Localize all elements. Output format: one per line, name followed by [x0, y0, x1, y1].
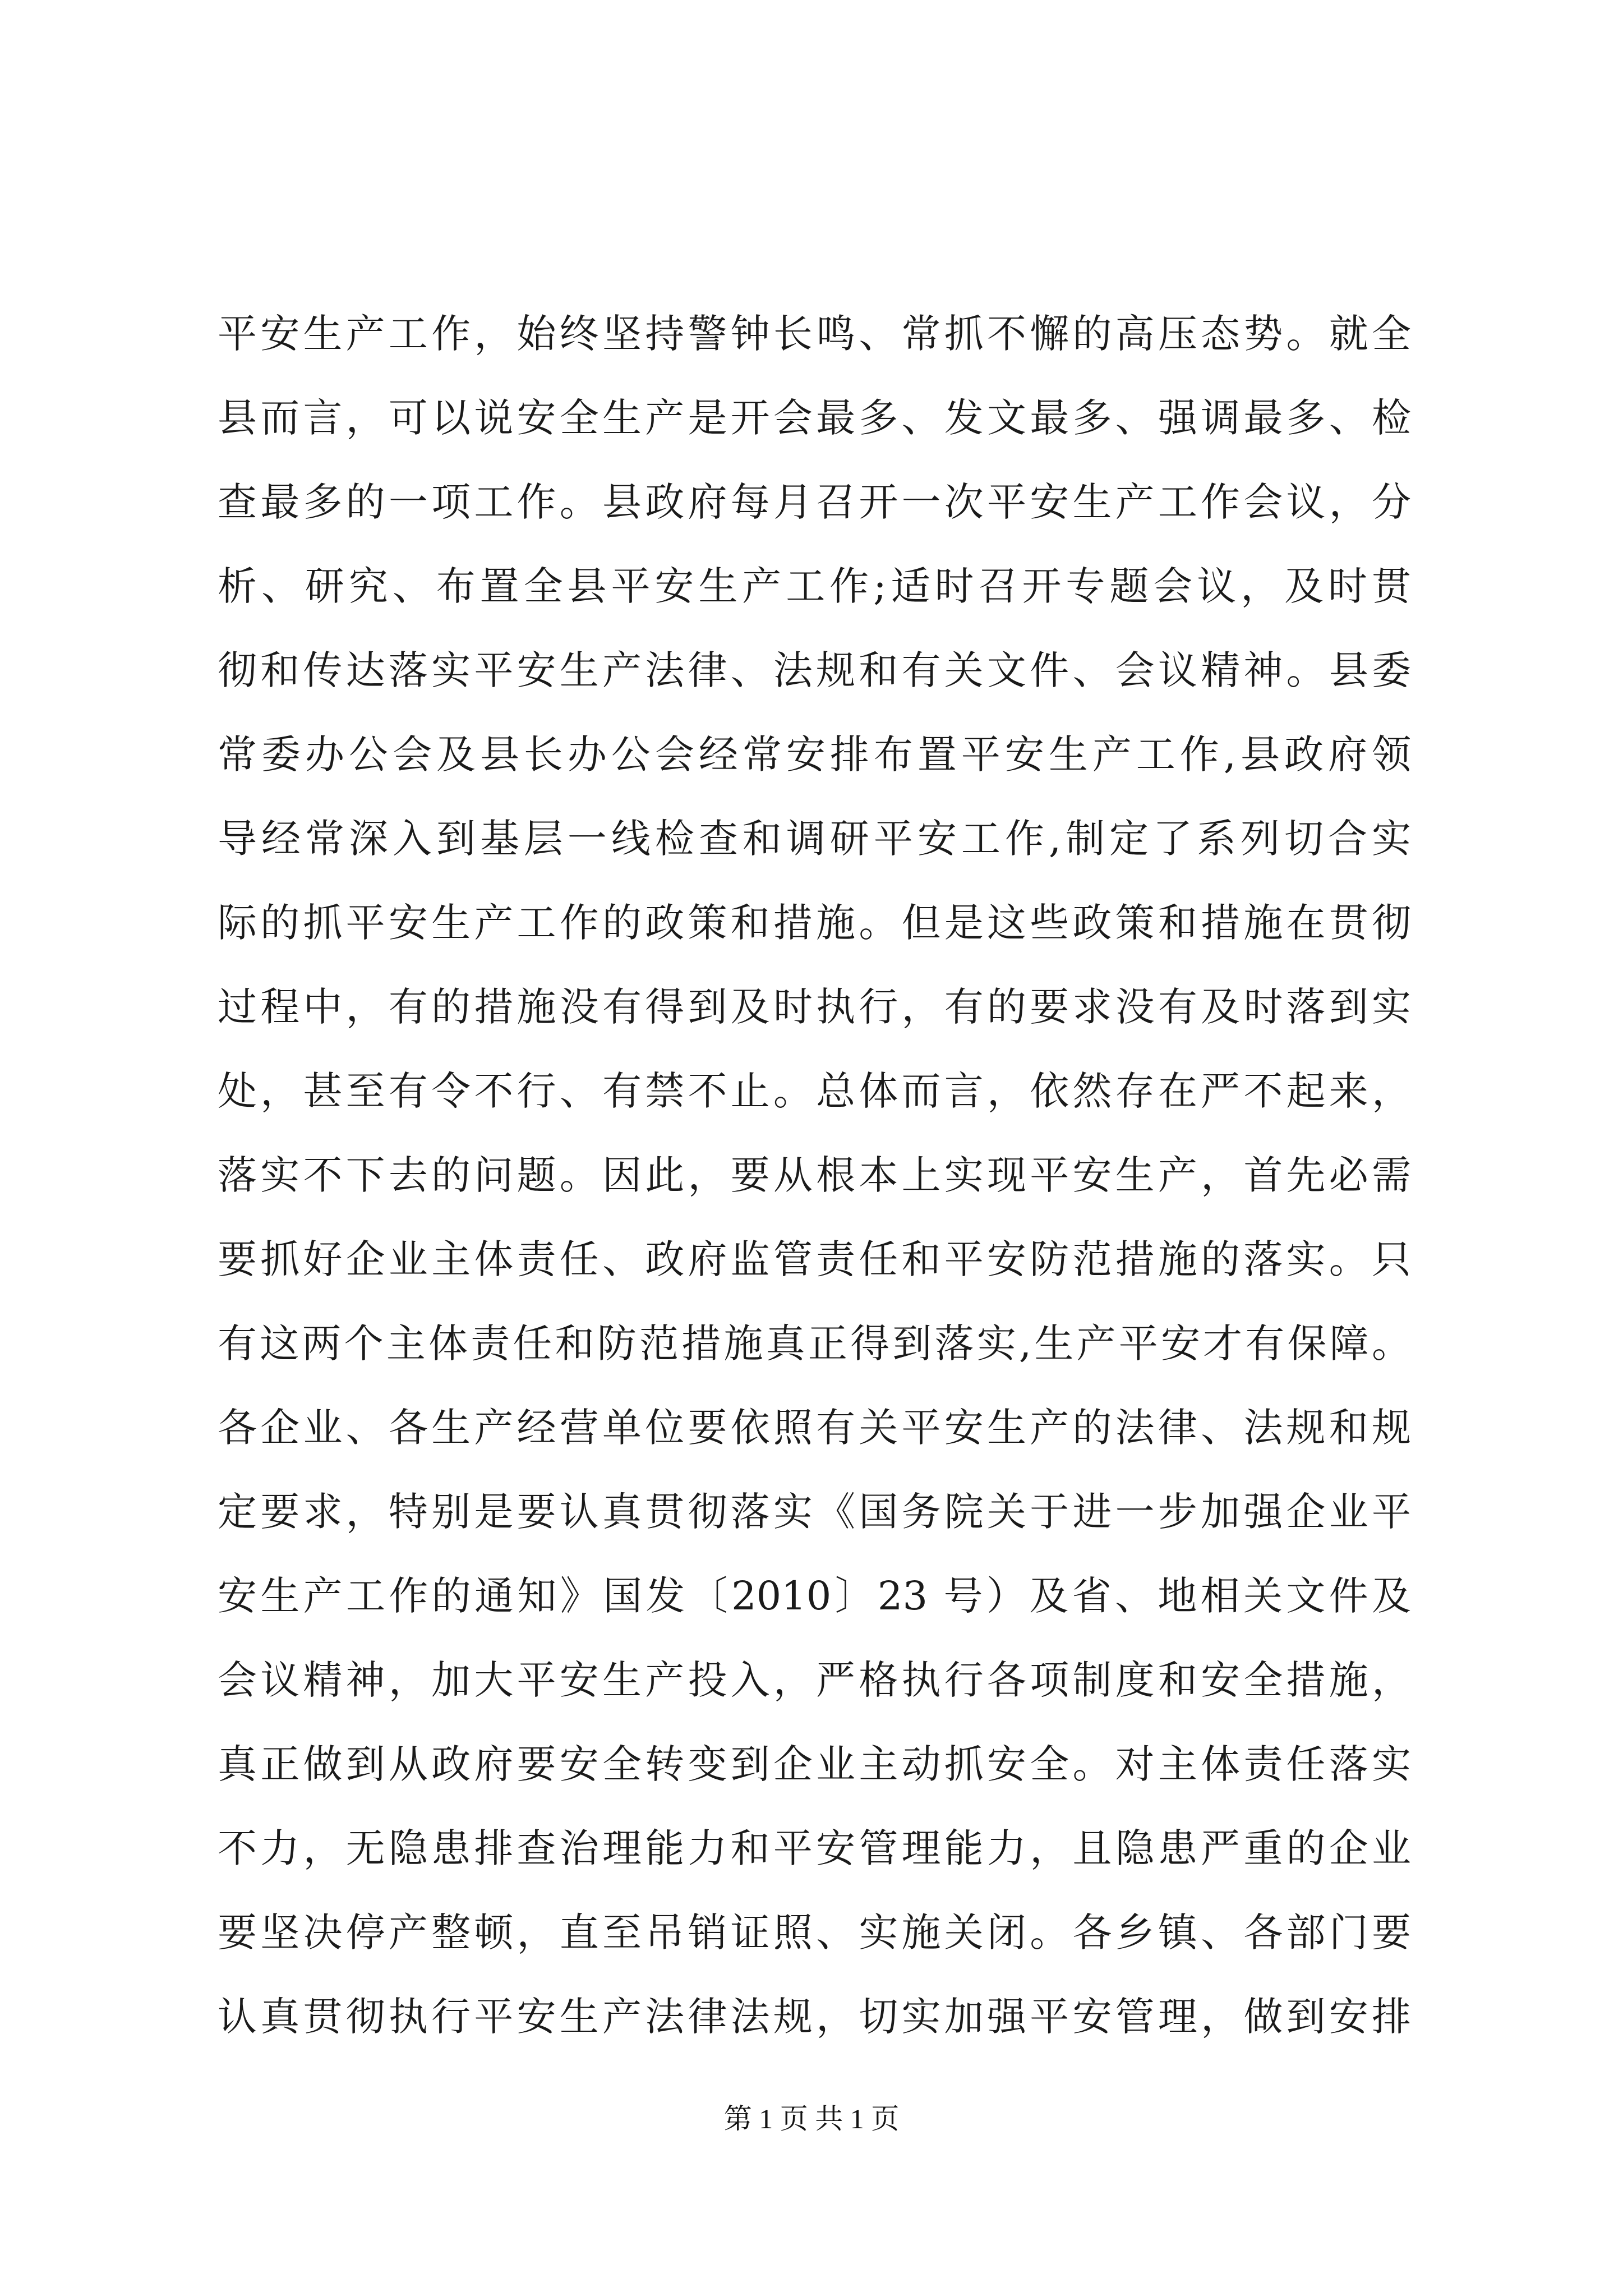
text-line: 常委办公会及县长办公会经常安排布置平安生产工作,县政府领	[218, 731, 1411, 777]
text-line: 际的抓平安生产工作的政策和措施。但是这些政策和措施在贯彻	[218, 900, 1411, 946]
text-line: 平安生产工作，始终坚持警钟长鸣、常抓不懈的高压态势。就全	[218, 311, 1411, 357]
text-line: 过程中，有的措施没有得到及时执行，有的要求没有及时落到实	[218, 984, 1411, 1030]
text-line: 要坚决停产整顿，直至吊销证照、实施关闭。各乡镇、各部门要	[218, 1910, 1411, 1955]
text-line: 定要求，特别是要认真贯彻落实《国务院关于进一步加强企业平	[218, 1489, 1411, 1535]
page-number-footer: 第 1 页 共 1 页	[723, 2103, 900, 2134]
text-line: 有这两个主体责任和防范措施真正得到落实,生产平安才有保障。	[218, 1320, 1411, 1366]
text-line: 处，甚至有令不行、有禁不止。总体而言，依然存在严不起来，	[218, 1068, 1411, 1114]
text-line: 导经常深入到基层一线检查和调研平安工作,制定了系列切合实	[218, 816, 1411, 862]
text-line: 真正做到从政府要安全转变到企业主动抓安全。对主体责任落实	[218, 1741, 1411, 1787]
text-line: 析、研究、布置全县平安生产工作;适时召开专题会议，及时贯	[218, 563, 1411, 609]
text-line: 落实不下去的问题。因此，要从根本上实现平安生产，首先必需	[218, 1152, 1411, 1198]
text-line: 要抓好企业主体责任、政府监管责任和平安防范措施的落实。只	[218, 1236, 1411, 1282]
text-line: 会议精神，加大平安生产投入，严格执行各项制度和安全措施，	[218, 1657, 1411, 1703]
text-line: 查最多的一项工作。县政府每月召开一次平安生产工作会议，分	[218, 479, 1411, 525]
text-line: 县而言，可以说安全生产是开会最多、发文最多、强调最多、检	[218, 395, 1411, 441]
text-line: 认真贯彻执行平安生产法律法规，切实加强平安管理，做到安排	[218, 1994, 1411, 2040]
text-line: 彻和传达落实平安生产法律、法规和有关文件、会议精神。县委	[218, 647, 1411, 693]
text-line: 各企业、各生产经营单位要依照有关平安生产的法律、法规和规	[218, 1405, 1411, 1451]
text-line: 不力，无隐患排查治理能力和平安管理能力，且隐患严重的企业	[218, 1825, 1411, 1871]
text-line: 安生产工作的通知》国发〔2010〕23 号）及省、地相关文件及	[218, 1573, 1411, 1619]
body-text	[218, 292, 1411, 2059]
